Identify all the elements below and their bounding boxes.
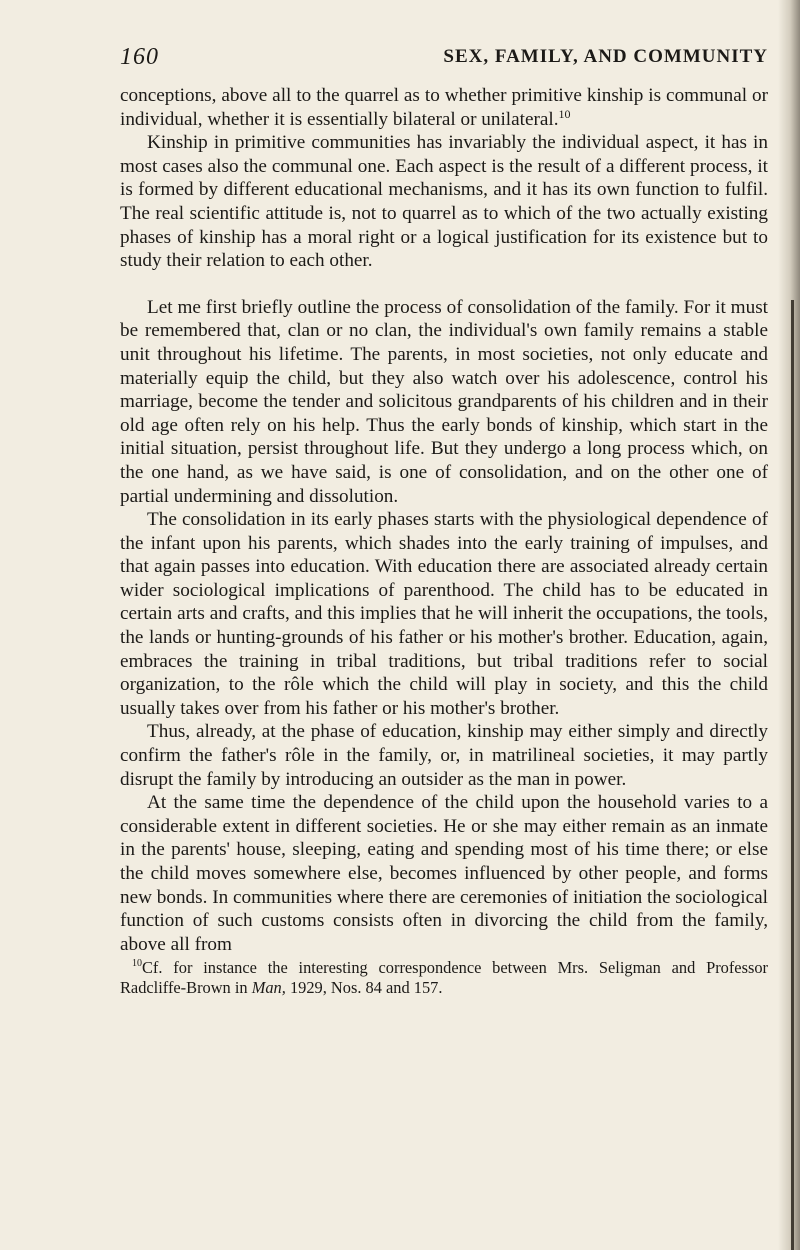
page-binding-edge (791, 300, 794, 1250)
paragraph: Let me first briefly outline the process of consolidation of the family. For it must be remembered that, clan or no clan, the individual's own family remains a stable unit throughout his lifetime. The parents, in most societies, not only educate and materially equip the child, but they also watch over his adolescence, control his marriage, become the tender and solicitous grandparents of his children and in their old age often rely on his help. Thus the early bonds of kinship, which start in the initial situation, persist throughout life. But they undergo a long process which, on the one hand, as we have said, is one of consolidation, and on the other one of partial undermining and dissolution. (120, 296, 768, 507)
footnote-reference: 10 (558, 106, 571, 121)
paragraph: The consolidation in its early phases starts with the physiological dependence of the infant upon his parents, which shades into the early training of impulses, and that again passes into education. With education there are associated already certain wider sociological implications of parenthood. The child has to be educated in certain arts and crafts, and this implies that he will inherit the occupations, the tools, the lands or hunting-grounds of his father or his mother's brother. Education, again, embraces the training in tribal traditions, but tribal traditions refer to social organization, to the rôle which the child will play in society, and this the child usually takes over from his father or his mother's brother. (120, 509, 768, 719)
paragraph: At the same time the dependence of the child upon the household varies to a considerable extent in different societies. He or she may either remain as an inmate in the parents' house, sleeping, eating and spending most of his time there; or else the child moves somewhere else, becomes influenced by other people, and forms new bonds. In communities where there are ceremonies of initiation the sociological function of such customs consists often in divorcing the child from the family, above all from (120, 792, 768, 955)
running-title: SEX, FAMILY, AND COMMUNITY (443, 46, 768, 67)
page-header (120, 44, 768, 70)
footnote (120, 958, 768, 998)
footnote-text-end: 1929, Nos. 84 and 157. (285, 978, 443, 998)
paragraph-continuation (120, 84, 768, 131)
paragraph: Thus, already, at the phase of education, kinship may either simply and directly confirm the father's rôle in the family, or, in matrilineal societies, it may partly disrupt the family by introducing an outsider as the man in power. (120, 721, 768, 790)
page-number: 160 (120, 44, 159, 70)
paragraph-text: conceptions, above all to the quarrel as to whether primitive kinship is communal or individual, whether it is essentially bilateral or unilateral. (120, 85, 768, 130)
footnote-mark: 10 (132, 958, 142, 970)
footnote-text: Cf. for instance the interesting correspondence between Mrs. Seligman and Professor Radcliffe-Brown in (120, 958, 768, 998)
footnote-journal: Man, (251, 978, 286, 998)
paragraph: Kinship in primitive communities has invariably the individual aspect, it has in most cases also the communal one. Each aspect is the result of a different process, it is formed by different educational mechanisms, and it has its own function to fulfil. The real scientific attitude is, not to quarrel as to which of the two actually existing phases of kinship has a moral right or a logical justification for its existence but to study their relation to each other. (120, 132, 768, 272)
page-edge-shadow (778, 0, 800, 1250)
body-text (120, 84, 768, 998)
